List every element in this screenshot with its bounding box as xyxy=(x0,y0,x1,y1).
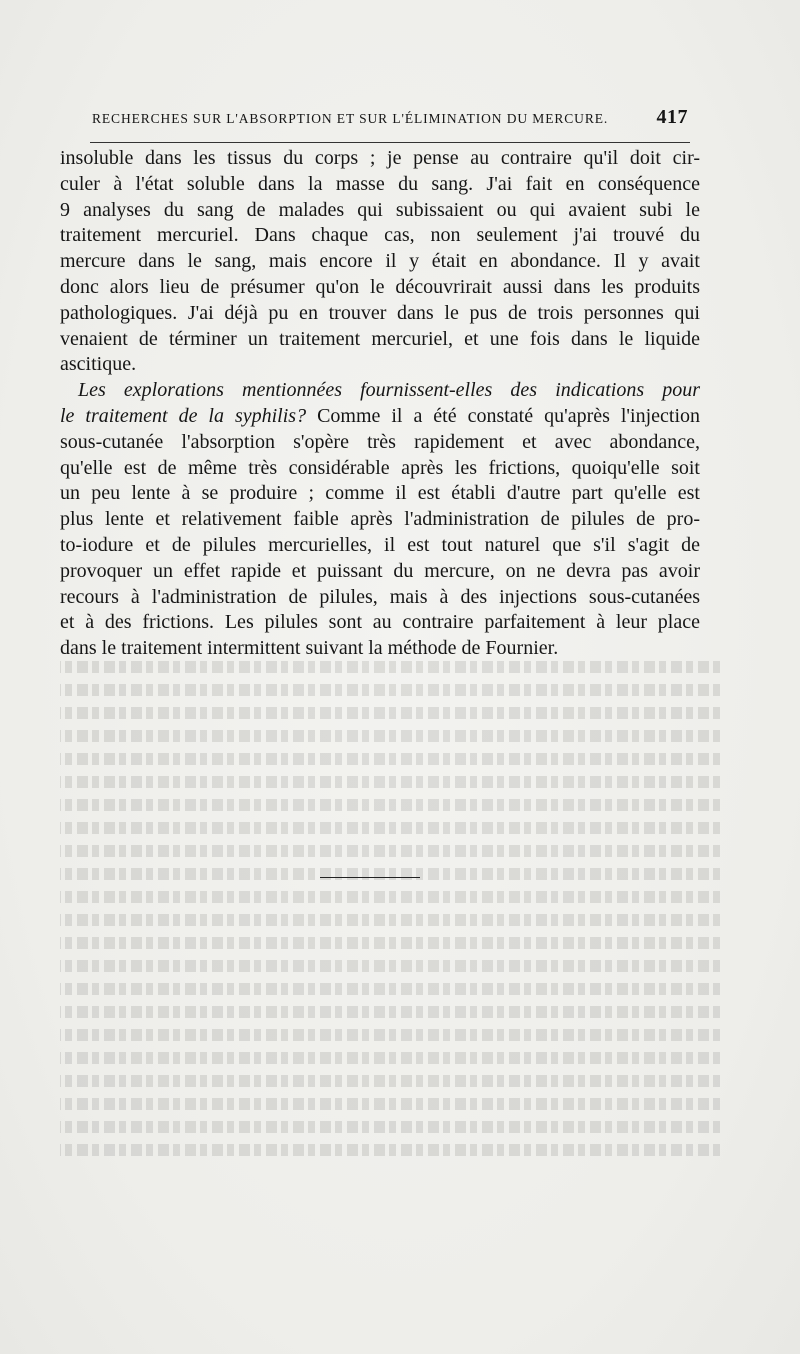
text-line: qu'elle est de même très considérable après les frictions, quoiqu'elle soit xyxy=(60,456,700,479)
paragraph-1 xyxy=(60,146,700,378)
text-line: pathologiques. J'ai déjà pu en trouver dans le pus de trois personnes qui xyxy=(60,301,700,324)
text-line: culer à l'état soluble dans la masse du sang. J'ai fait en conséquence xyxy=(60,172,700,195)
italic-question-part-1: Les explorations mentionnées fournissent-elles des indications pour xyxy=(78,379,700,402)
header-rule xyxy=(90,142,690,143)
text-line: to-iodure et de pilules mercurielles, il est tout naturel que s'il s'agit de xyxy=(60,533,700,556)
paragraph-2 xyxy=(60,378,700,662)
text-line: traitement mercuriel. Dans chaque cas, non seulement j'ai trouvé du xyxy=(60,224,700,247)
running-head: RECHERCHES SUR L'ABSORPTION ET SUR L'ÉLIMINATION DU MERCURE. xyxy=(92,111,609,126)
lead-rest: Comme il a été constaté qu'après l'injection xyxy=(306,404,701,427)
body-text xyxy=(60,146,700,662)
text-line: provoquer un effet rapide et puissant du mercure, on ne devra pas avoir xyxy=(60,559,700,582)
italic-question-line xyxy=(60,378,700,404)
text-line: venaient de términer un traitement mercuriel, et une fois dans le liquide xyxy=(60,327,700,350)
text-line xyxy=(60,404,700,430)
text-line: mercure dans le sang, mais encore il y était en abondance. Il y avait xyxy=(60,250,700,273)
text-line: donc alors lieu de présumer qu'on le découvrirait aussi dans les produits xyxy=(60,275,700,298)
text-line: dans le traitement intermittent suivant la méthode de Fournier. xyxy=(60,637,559,660)
page-number: 417 xyxy=(656,106,688,128)
text-line: et à des frictions. Les pilules sont au contraire parfaitement à leur place xyxy=(60,611,700,634)
bleed-through-texture xyxy=(60,650,720,1230)
page-header xyxy=(92,106,688,129)
text-line: ascitique. xyxy=(60,353,137,376)
text-line: sous-cutanée l'absorption s'opère très rapidement et avec abondance, xyxy=(60,430,700,453)
text-line: plus lente et relativement faible après l'administration de pilules de pro- xyxy=(60,508,700,531)
italic-question-part-2: le traitement de la syphilis? xyxy=(60,404,307,427)
text-line: 9 analyses du sang de malades qui subissaient ou qui avaient subi le xyxy=(60,198,700,221)
text-line: insoluble dans les tissus du corps ; je pense au contraire qu'il doit cir- xyxy=(60,147,700,169)
text-line: un peu lente à se produire ; comme il est établi d'autre part qu'elle est xyxy=(60,482,700,505)
section-end-rule xyxy=(320,877,420,878)
text-line: recours à l'administration de pilules, mais à des injections sous-cutanées xyxy=(60,585,700,608)
